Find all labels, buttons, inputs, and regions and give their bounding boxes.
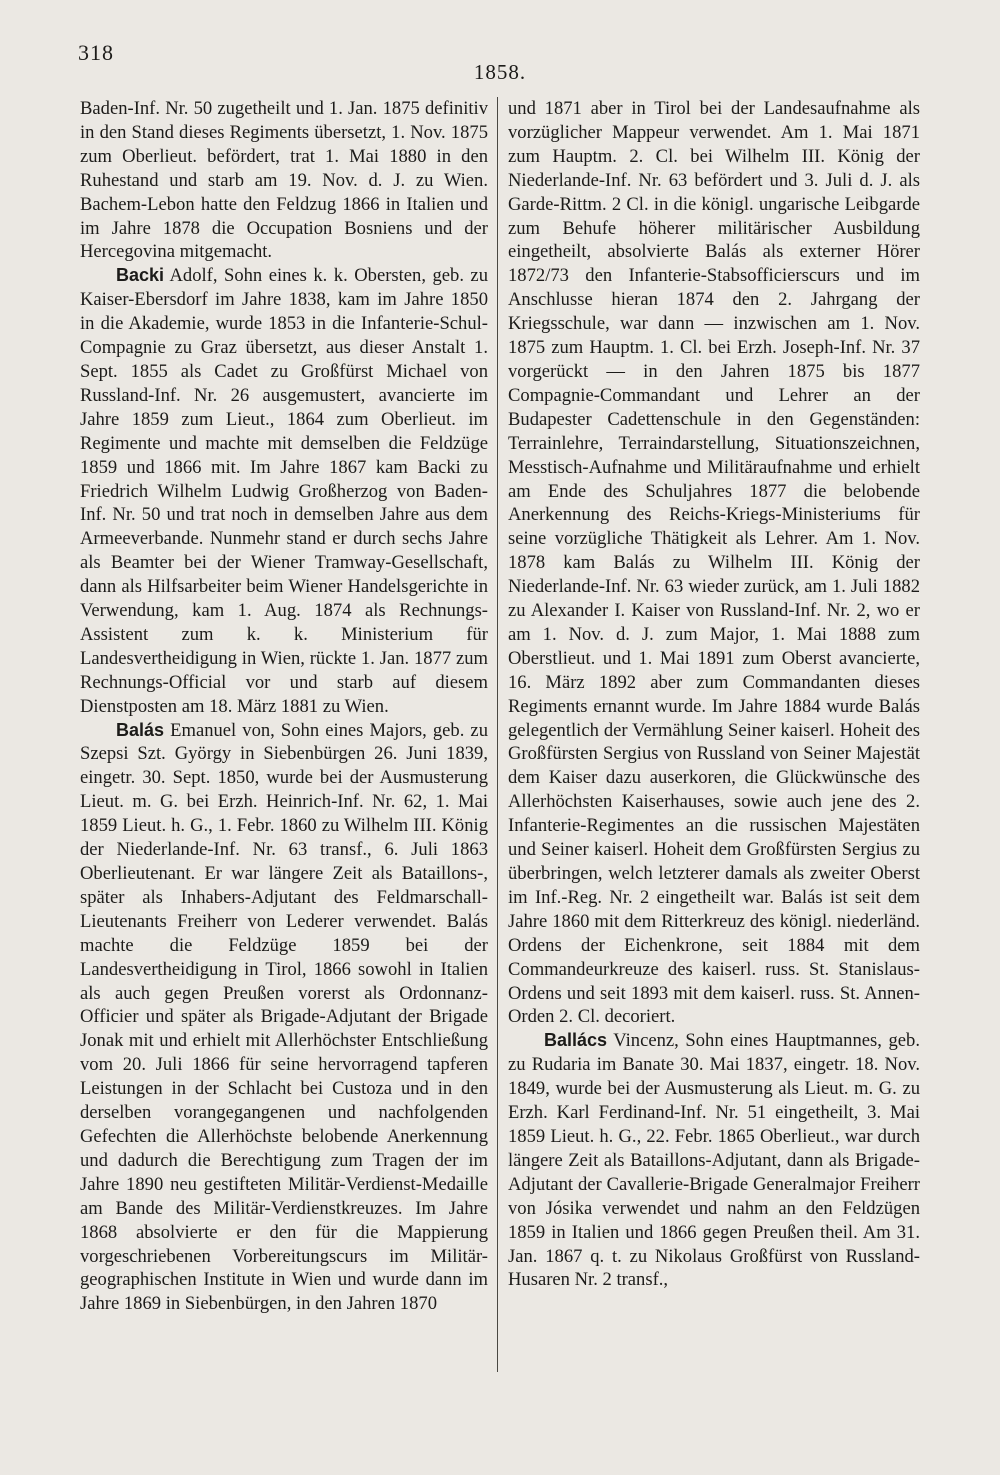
- entry-text: Emanuel von, Sohn eines Majors, geb. zu Szepsi Szt. György in Siebenbürgen 26. Juni 1839, eingetr. 30. Sept. 1850, wurde bei der Ausmusterung Lieut. m. G. bei Erzh. Heinrich-Inf. Nr. 62, 1. Mai 1859 Lieut. h. G., 1. Febr. 1860 zu Wilhelm III. König der Niederlande-Inf. Nr. 63 transf., 6. Juli 1863 Oberlieutenant. Er war längere Zeit als Bataillons-, später als Inhabers-Adjutant des Feldmarschall-Lieutenants Freiherr von Lederer verwendet. Balás machte die Feldzüge 1859 bei der Landesvertheidigung in Tirol, 1866 sowohl in Italien als auch gegen Preußen vorerst als Ordonnanz-Officier und später als Brigade-Adjutant der Brigade Jonak mit und erhielt mit Allerhöchster Entschließung vom 20. Juli 1866 für seine hervorragend tapferen Leistungen in der Schlacht bei Custoza und in den derselben vorangegangenen und nachfolgenden Gefechten die Allerhöchste belobende Anerkennung und dadurch die Berechtigung zum Tragen der im Jahre 1890 neu gestifteten Militär-Verdienst-Medaille am Bande des Militär-Verdienstkreuzes. Im Jahre 1868 absolvierte er den für die Mappierung vorgeschriebenen Vorbereitungscurs im Militär-geographischen Institute in Wien und wurde dann im Jahre 1869 in Siebenbürgen, in den Jahren 1870: [80, 719, 488, 1315]
- entry-name: Backi: [116, 265, 165, 286]
- paragraph-text: Baden-Inf. Nr. 50 zugetheilt und 1. Jan. 1875 definitiv in den Stand dieses Regiments übersetzt, 1. Nov. 1875 zum Oberlieut. befördert, trat 1. Mai 1880 in den Ruhestand und starb am 19. Nov. d. J. zu Wien. Bachem-Lebon hatte den Feldzug 1866 in Italien und im Jahre 1878 die Occupation Bosniens und der Hercegovina mitgemacht.: [80, 98, 488, 263]
- paragraph-text: und 1871 aber in Tirol bei der Landesaufnahme als vorzüglicher Mappeur verwendet. Am 1. Mai 1871 zum Hauptm. 2. Cl. bei Wilhelm III. König der Niederlande-Inf. Nr. 63 befördert und 3. Juli d. J. als Garde-Rittm. 2 Cl. in die königl. ungarische Leibgarde zum Behufe höherer militärischer Ausbildung eingetheilt, absolvierte Balás als externer Hörer 1872/73 den Infanterie-Stabsofficierscurs und im Anschlusse hieran 1874 den 2. Jahrgang der Kriegsschule, war dann — inzwischen am 1. Nov. 1875 zum Hauptm. 1. Cl. bei Erzh. Joseph-Inf. Nr. 37 vorgerückt — in den Jahren 1875 bis 1877 Compagnie-Commandant und Lehrer an der Budapester Cadettenschule in den Gegenständen: Terrainlehre, Terraindarstellung, Situationszeichnen, Messtisch-Aufnahme und Militäraufnahme und erhielt am Ende des Schuljahres 1877 die belobende Anerkennung des Reichs-Kriegs-Ministeriums für seine vorzügliche Thätigkeit als Lehrer. Am 1. Nov. 1878 kam Balás zu Wilhelm III. König der Niederlande-Inf. Nr. 63 wieder zurück, am 1. Juli 1882 zu Alexander I. Kaiser von Russland-Inf. Nr. 2, wo er am 1. Nov. d. J. zum Major, 1. Mai 1888 zum Oberstlieut. und 1. Mai 1891 zum Oberst avancierte, 16. März 1892 aber zum Commandanten dieses Regiments ernannt wurde. Im Jahre 1884 wurde Balás gelegentlich der Vermählung Seiner kaiserl. Hoheit des Großfürsten Sergius von Russland von Seiner Majestät dem Kaiser dazu auserkoren, die Glückwünsche des Allerhöchsten Kaiserhauses, sowie auch jene des 2. Infanterie-Regimentes an die russischen Majestäten und Seiner kaiserl. Hoheit dem Großfürsten Sergius zu überbringen, welch letzterer damals als zweiter Oberst im Inf.-Reg. Nr. 2 eingetheilt war. Balás ist seit dem Jahre 1860 mit dem Ritterkreuz des königl. niederländ. Ordens der Eichenkrone, seit 1884 mit dem Commandeurkreuze des kaiserl. russ. St. Stanislaus-Ordens und seit 1893 mit dem kaiserl. russ. St. Annen-Orden 2. Cl. decoriert.: [508, 98, 920, 1028]
- entry-balas: [80, 719, 488, 1317]
- entry-name: Balás: [116, 719, 165, 740]
- column-divider: [497, 97, 498, 1372]
- entry-text: Vincenz, Sohn eines Hauptmannes, geb. zu Rudaria im Banate 30. Mai 1837, eingetr. 18. Nov. 1849, wurde bei der Ausmusterung als Lieut. m. G. zu Erzh. Karl Ferdinand-Inf. Nr. 51 eingetheilt, 3. Mai 1859 Lieut. h. G., 22. Febr. 1865 Oberlieut., war durch längere Zeit als Bataillons-Adjutant, dann als Brigade-Adjutant der Cavallerie-Brigade Generalmajor Freiherr von Jósika verwendet und nahm an den Feldzügen 1859 in Italien und 1866 gegen Preußen theil. Am 31. Jan. 1867 q. t. zu Nikolaus Großfürst von Russland-Husaren Nr. 2 transf.,: [508, 1030, 920, 1291]
- entry-ballacs: [508, 1029, 920, 1292]
- right-column: [508, 97, 920, 1292]
- paragraph-continuation: [508, 97, 920, 1029]
- page-year-heading: 1858.: [473, 60, 527, 84]
- entry-name: Ballács: [544, 1030, 608, 1051]
- entry-text: Adolf, Sohn eines k. k. Obersten, geb. zu Kaiser-Ebersdorf im Jahre 1838, kam im Jahre 1850 in die Akademie, wurde 1853 in die Infanterie-Schul-Compagnie zu Graz übersetzt, aus dieser Anstalt 1. Sept. 1855 als Cadet zu Großfürst Michael von Russland-Inf. Nr. 26 ausgemustert, avancierte im Jahre 1859 zum Lieut., 1864 zum Oberlieut. im Regimente und machte mit demselben die Feldzüge 1859 und 1866 mit. Im Jahre 1867 kam Backi zu Friedrich Wilhelm Ludwig Großherzog von Baden-Inf. Nr. 50 und trat noch in demselben Jahre aus dem Armeeverbande. Nunmehr stand er durch sechs Jahre als Beamter bei der Wiener Tramway-Gesellschaft, dann als Hilfsarbeiter beim Wiener Handelsgerichte in Verwendung, kam 1. Aug. 1874 als Rechnungs-Assistent zum k. k. Ministerium für Landesvertheidigung in Wien, rückte 1. Jan. 1877 zum Rechnungs-Official vor und starb auf diesem Dienstposten am 18. März 1881 zu Wien.: [80, 265, 488, 717]
- entry-backi: [80, 264, 488, 718]
- paragraph-continuation: [80, 97, 488, 264]
- left-column: [80, 97, 488, 1316]
- page-number: 318: [78, 40, 114, 65]
